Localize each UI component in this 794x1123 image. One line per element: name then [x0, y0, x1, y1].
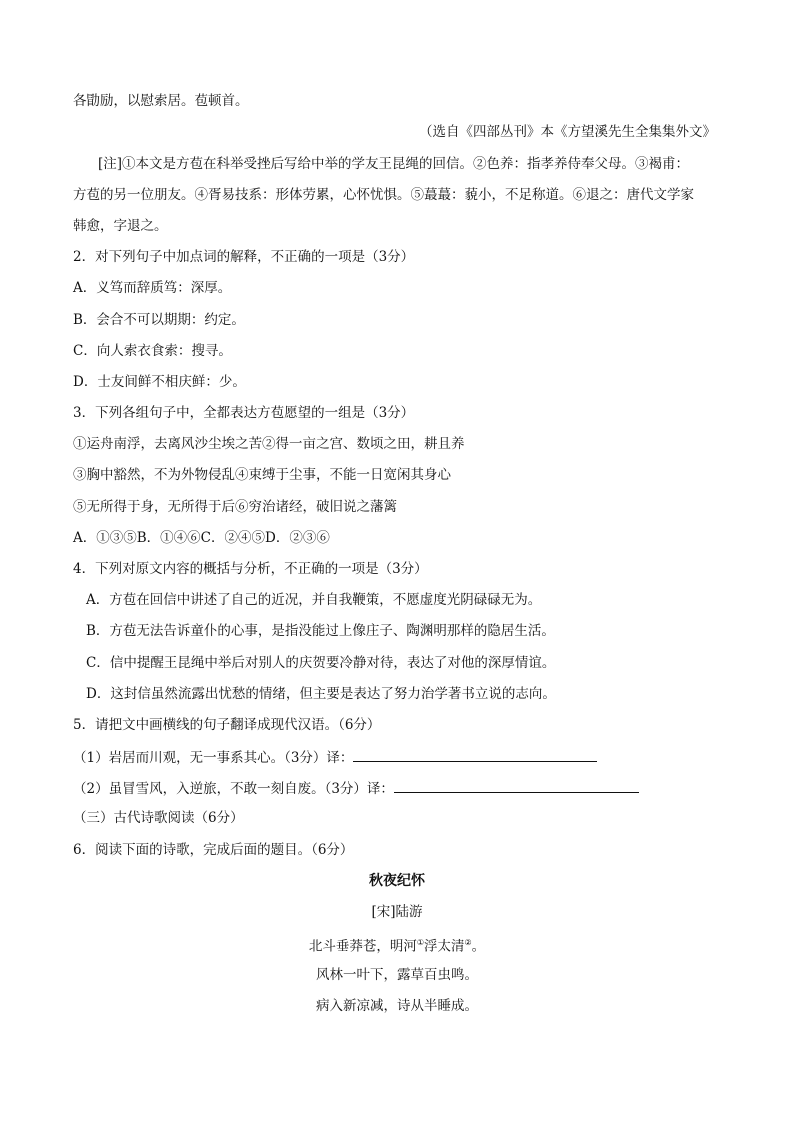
section-heading: （三）古代诗歌阅读（6分） [73, 810, 244, 826]
question-5-stem: 5．请把文中画横线的句子翻译成现代汉语。（6分） [73, 717, 381, 733]
question-2-option: A．义笃而辞质笃：深厚。 [73, 280, 232, 296]
question-3-stem: 3．下列各组句子中，全都表达方苞愿望的一组是（3分） [73, 405, 415, 421]
footnote-marker: ② [464, 938, 472, 947]
passage-closing: 各勖励，以慰索居。苞顿首。 [73, 93, 249, 109]
question-2-option: C．向人索衣食索：搜寻。 [73, 343, 232, 359]
question-3-item: ⑤无所得于身，无所得于后⑥穷治诸经，破旧说之藩篱 [73, 499, 397, 515]
poem-line-1-text: 浮太清 [424, 938, 465, 955]
question-5-item-2-text: （2）虽冒雪风，入逆旅，不敢一刻自废。（3分）译： [73, 781, 394, 797]
question-5-item-2 [73, 778, 639, 798]
question-2-stem: 2．对下列句子中加点词的解释，不正确的一项是（3分） [73, 249, 415, 265]
question-3-options: A．①③⑤B．①④⑥C．②④⑤D．②③⑥ [73, 530, 330, 546]
footnote-marker: ① [416, 938, 424, 947]
poem-line-1-text: 。 [471, 938, 486, 955]
question-4-option: A．方苞在回信中讲述了自己的近况，并自我鞭策，不愿虚度光阴碌碌无为。 [86, 592, 542, 608]
question-3-item: ①运舟南浮，去离风沙尘埃之苦②得一亩之宫、数顷之田，耕且养 [73, 436, 465, 452]
poem-line-1 [0, 934, 794, 956]
poem-line-3: 病入新凉减，诗从半睡成。 [316, 998, 478, 1014]
question-2-option: D．士友间鲜不相庆鲜：少。 [73, 374, 246, 390]
question-5-item-1 [73, 747, 597, 767]
answer-blank[interactable] [353, 747, 597, 762]
poem-title: 秋夜纪怀 [369, 873, 425, 889]
question-3-item: ③胸中豁然，不为外物侵乱④束缚于尘事，不能一日宽闲其身心 [73, 467, 451, 483]
poem-line-2: 风林一叶下，露草百虫鸣。 [316, 967, 478, 983]
passage-source: （选自《四部丛刊》本《方望溪先生全集集外文》 [419, 124, 716, 140]
passage-note-line: 方苞的另一位朋友。④胥易技系：形体劳累，心怀忧惧。⑤蕞蕞：藐小，不足称道。⑥退之：唐代文学家 [73, 187, 694, 203]
question-4-option: B．方苞无法告诉童仆的心事，是指没能过上像庄子、陶渊明那样的隐居生活。 [86, 623, 555, 639]
question-4-option: D．这封信虽然流露出忧愁的情绪，但主要是表达了努力治学著书立说的志向。 [86, 686, 556, 702]
question-4-option: C．信中提醒王昆绳中举后对别人的庆贺要冷静对待，表达了对他的深厚情谊。 [86, 655, 556, 671]
question-4-stem: 4．下列对原文内容的概括与分析，不正确的一项是（3分） [73, 561, 428, 577]
answer-blank[interactable] [394, 778, 639, 793]
question-5-item-1-text: （1）岩居而川观，无一事系其心。（3分）译： [73, 750, 354, 766]
passage-note-line: 韩愈，字退之。 [73, 218, 168, 234]
question-6-stem: 6．阅读下面的诗歌，完成后面的题目。（6分） [73, 842, 354, 858]
question-2-option: B．会合不可以期期：约定。 [73, 312, 245, 328]
poem-author: [宋]陆游 [371, 904, 423, 920]
passage-note-line: [注]①本文是方苞在科举受挫后写给中举的学友王昆绳的回信。②色养：指孝养侍奉父母。③褐甫： [98, 156, 690, 172]
poem-line-1-text: 北斗垂莽苍，明河 [308, 938, 417, 955]
